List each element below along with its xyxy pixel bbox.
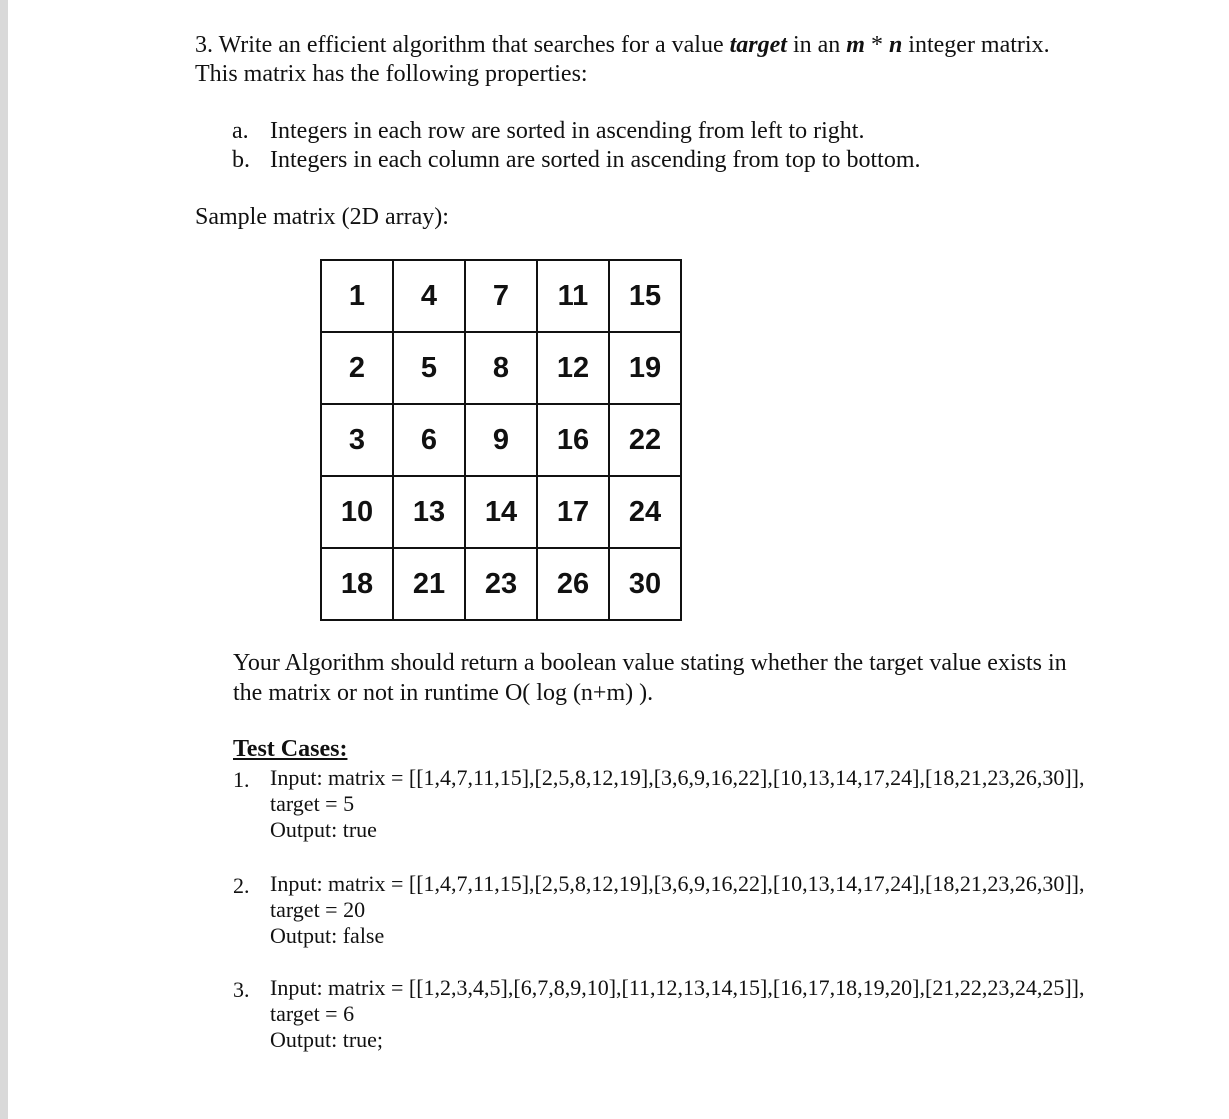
matrix-row bbox=[321, 476, 681, 548]
matrix-cell: 30 bbox=[609, 548, 681, 620]
test-case-target: target = 6 bbox=[270, 1001, 355, 1026]
property-a-text: Integers in each row are sorted in ascending from left to right. bbox=[270, 118, 865, 144]
matrix-row bbox=[321, 332, 681, 404]
matrix-cell: 23 bbox=[465, 548, 537, 620]
matrix-cell: 11 bbox=[537, 260, 609, 332]
test-case-number: 1. bbox=[233, 767, 250, 792]
sample-matrix-label: Sample matrix (2D array): bbox=[195, 204, 449, 230]
matrix-cell: 19 bbox=[609, 332, 681, 404]
sample-matrix-table bbox=[320, 259, 682, 621]
matrix-cell: 22 bbox=[609, 404, 681, 476]
test-case-target: target = 20 bbox=[270, 897, 366, 922]
test-case-input: Input: matrix = [[1,4,7,11,15],[2,5,8,12,19],[3,6,9,16,22],[10,13,14,17,24],[18,21,23,26,30]], bbox=[270, 871, 1085, 896]
matrix-cell: 18 bbox=[321, 548, 393, 620]
n-variable: n bbox=[888, 32, 903, 58]
test-cases-heading: Test Cases: bbox=[233, 736, 348, 762]
property-a-marker: a. bbox=[232, 118, 249, 144]
matrix-cell: 5 bbox=[393, 332, 465, 404]
matrix-cell: 6 bbox=[393, 404, 465, 476]
question-line-1: 3. Write an efficient algorithm that searches for a value target in an m * n integer matrix. bbox=[195, 32, 1050, 58]
matrix-cell: 4 bbox=[393, 260, 465, 332]
matrix-cell: 7 bbox=[465, 260, 537, 332]
test-case-output: Output: true; bbox=[270, 1027, 384, 1052]
matrix-row bbox=[321, 548, 681, 620]
test-case-input: Input: matrix = [[1,2,3,4,5],[6,7,8,9,10],[11,12,13,14,15],[16,17,18,19,20],[21,22,23,24,25]], bbox=[270, 975, 1085, 1000]
test-case-output: Output: false bbox=[270, 923, 385, 948]
test-case-number: 3. bbox=[233, 977, 250, 1002]
matrix-cell: 21 bbox=[393, 548, 465, 620]
matrix-cell: 24 bbox=[609, 476, 681, 548]
document-page bbox=[8, 0, 1229, 1119]
matrix-row bbox=[321, 404, 681, 476]
matrix-cell: 15 bbox=[609, 260, 681, 332]
matrix-cell: 12 bbox=[537, 332, 609, 404]
test-case-output: Output: true bbox=[270, 817, 377, 842]
property-b-marker: b. bbox=[232, 147, 250, 173]
summary-line-1: Your Algorithm should return a boolean value stating whether the target value exists in bbox=[233, 650, 1067, 676]
target-keyword: target bbox=[729, 32, 787, 58]
test-case-target: target = 5 bbox=[270, 791, 355, 816]
matrix-cell: 3 bbox=[321, 404, 393, 476]
question-line-2: This matrix has the following properties: bbox=[195, 61, 588, 87]
matrix-cell: 1 bbox=[321, 260, 393, 332]
matrix-cell: 2 bbox=[321, 332, 393, 404]
m-variable: m bbox=[846, 32, 865, 58]
test-case-input: Input: matrix = [[1,4,7,11,15],[2,5,8,12,19],[3,6,9,16,22],[10,13,14,17,24],[18,21,23,26,30]], bbox=[270, 765, 1085, 790]
question-statement bbox=[195, 31, 1050, 89]
property-b-text: Integers in each column are sorted in ascending from top to bottom. bbox=[270, 147, 921, 173]
page-gutter bbox=[0, 0, 8, 1119]
matrix-cell: 9 bbox=[465, 404, 537, 476]
summary-line-2: the matrix or not in runtime O( log (n+m) ). bbox=[233, 680, 654, 706]
matrix-cell: 26 bbox=[537, 548, 609, 620]
matrix-cell: 14 bbox=[465, 476, 537, 548]
matrix-row bbox=[321, 260, 681, 332]
matrix-cell: 13 bbox=[393, 476, 465, 548]
matrix-cell: 10 bbox=[321, 476, 393, 548]
test-case-number: 2. bbox=[233, 873, 250, 898]
matrix-cell: 8 bbox=[465, 332, 537, 404]
matrix-cell: 16 bbox=[537, 404, 609, 476]
matrix-cell: 17 bbox=[537, 476, 609, 548]
